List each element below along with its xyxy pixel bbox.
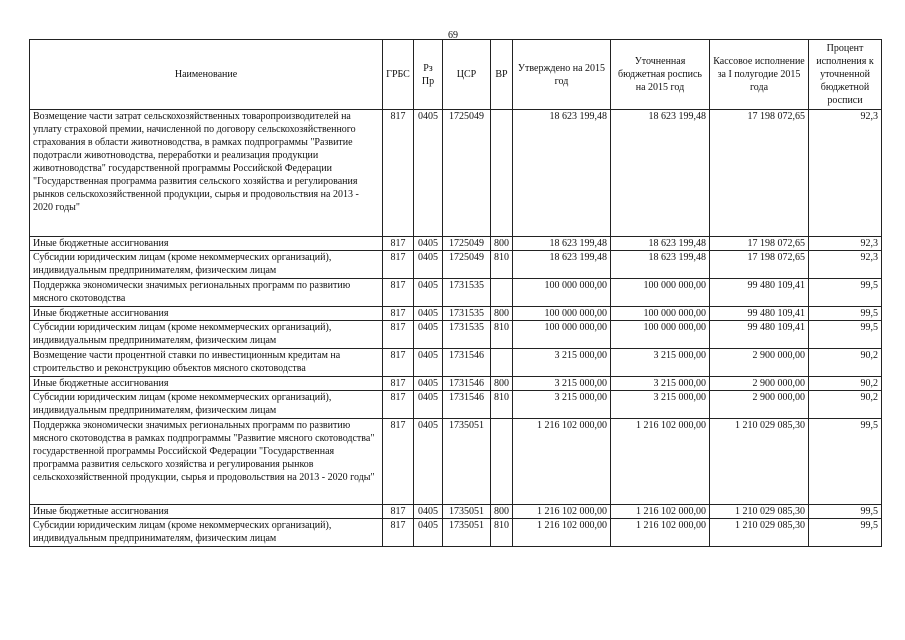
header-name: Наименование: [30, 40, 383, 110]
cell-rzpr: 0405: [414, 110, 443, 237]
cell-vr: 800: [491, 377, 513, 391]
cell-refined: 1 216 102 000,00: [611, 519, 710, 547]
cell-rzpr: 0405: [414, 349, 443, 377]
table-row: [30, 110, 882, 237]
table-row: [30, 237, 882, 251]
cell-percent: 99,5: [809, 419, 882, 505]
cell-name: Иные бюджетные ассигнования: [30, 237, 383, 251]
table-row: [30, 391, 882, 419]
cell-cash: 2 900 000,00: [710, 377, 809, 391]
cell-csr: 1731546: [443, 349, 491, 377]
cell-rzpr: 0405: [414, 505, 443, 519]
cell-rzpr: 0405: [414, 237, 443, 251]
cell-refined: 100 000 000,00: [611, 321, 710, 349]
cell-csr: 1735051: [443, 505, 491, 519]
cell-approved: 1 216 102 000,00: [513, 519, 611, 547]
cell-name: Поддержка экономически значимых региональных программ по развитию мясного скотоводства: [30, 279, 383, 307]
cell-refined: 1 216 102 000,00: [611, 419, 710, 505]
table-row: [30, 519, 882, 547]
cell-grbs: 817: [383, 251, 414, 279]
page-number: 69: [448, 30, 458, 41]
cell-csr: 1731535: [443, 321, 491, 349]
cell-vr: 810: [491, 251, 513, 279]
table-row: [30, 307, 882, 321]
cell-cash: 99 480 109,41: [710, 307, 809, 321]
cell-vr: [491, 419, 513, 505]
cell-name: Субсидии юридическим лицам (кроме некоммерческих организаций), индивидуальным предпринимателям, физическим лицам: [30, 251, 383, 279]
cell-cash: 17 198 072,65: [710, 110, 809, 237]
cell-vr: 800: [491, 237, 513, 251]
cell-cash: 2 900 000,00: [710, 349, 809, 377]
cell-grbs: 817: [383, 377, 414, 391]
cell-rzpr: 0405: [414, 321, 443, 349]
cell-vr: [491, 279, 513, 307]
table-row: [30, 419, 882, 505]
cell-approved: 18 623 199,48: [513, 251, 611, 279]
cell-rzpr: 0405: [414, 307, 443, 321]
cell-vr: 800: [491, 505, 513, 519]
cell-refined: 3 215 000,00: [611, 349, 710, 377]
cell-refined: 18 623 199,48: [611, 237, 710, 251]
cell-csr: 1735051: [443, 519, 491, 547]
header-grbs: ГРБС: [383, 40, 414, 110]
cell-csr: 1731546: [443, 377, 491, 391]
cell-vr: 810: [491, 321, 513, 349]
cell-rzpr: 0405: [414, 377, 443, 391]
cell-vr: 810: [491, 519, 513, 547]
cell-approved: 100 000 000,00: [513, 279, 611, 307]
cell-grbs: 817: [383, 391, 414, 419]
cell-cash: 1 210 029 085,30: [710, 419, 809, 505]
cell-percent: 90,2: [809, 377, 882, 391]
cell-vr: [491, 349, 513, 377]
cell-approved: 3 215 000,00: [513, 377, 611, 391]
cell-approved: 18 623 199,48: [513, 110, 611, 237]
cell-refined: 100 000 000,00: [611, 279, 710, 307]
table-row: [30, 505, 882, 519]
cell-approved: 1 216 102 000,00: [513, 419, 611, 505]
cell-name: Иные бюджетные ассигнования: [30, 377, 383, 391]
cell-csr: 1731535: [443, 279, 491, 307]
table-row: [30, 279, 882, 307]
cell-percent: 92,3: [809, 110, 882, 237]
cell-cash: 1 210 029 085,30: [710, 519, 809, 547]
cell-refined: 18 623 199,48: [611, 110, 710, 237]
cell-rzpr: 0405: [414, 279, 443, 307]
cell-percent: 90,2: [809, 349, 882, 377]
cell-name: Поддержка экономически значимых региональных программ по развитию мясного скотоводства в рамках подпрограммы "Развитие мясного скотоводства" государственной программы Российской Федерации "Государственная программа развития сельского хозяйства и регулирования рынков сельскохозяйственной продукции, сырья и продовольствия на 2013 - 2020 годы": [30, 419, 383, 505]
header-row: [30, 40, 882, 110]
cell-grbs: 817: [383, 505, 414, 519]
header-percent: Процент исполнения к уточненной бюджетной росписи: [809, 40, 882, 110]
cell-percent: 99,5: [809, 279, 882, 307]
cell-name: Иные бюджетные ассигнования: [30, 505, 383, 519]
cell-rzpr: 0405: [414, 391, 443, 419]
cell-csr: 1725049: [443, 237, 491, 251]
cell-grbs: 817: [383, 519, 414, 547]
cell-refined: 3 215 000,00: [611, 391, 710, 419]
cell-grbs: 817: [383, 321, 414, 349]
cell-percent: 99,5: [809, 321, 882, 349]
cell-csr: 1731535: [443, 307, 491, 321]
cell-approved: 3 215 000,00: [513, 391, 611, 419]
cell-percent: 99,5: [809, 307, 882, 321]
cell-refined: 100 000 000,00: [611, 307, 710, 321]
cell-name: Возмещение части процентной ставки по инвестиционным кредитам на строительство и реконструкцию объектов мясного скотоводства: [30, 349, 383, 377]
cell-refined: 3 215 000,00: [611, 377, 710, 391]
cell-cash: 2 900 000,00: [710, 391, 809, 419]
cell-grbs: 817: [383, 237, 414, 251]
cell-approved: 100 000 000,00: [513, 321, 611, 349]
cell-rzpr: 0405: [414, 419, 443, 505]
cell-refined: 18 623 199,48: [611, 251, 710, 279]
cell-cash: 99 480 109,41: [710, 321, 809, 349]
header-refined: Уточненная бюджетная роспись на 2015 год: [611, 40, 710, 110]
cell-cash: 17 198 072,65: [710, 251, 809, 279]
cell-rzpr: 0405: [414, 519, 443, 547]
cell-approved: 100 000 000,00: [513, 307, 611, 321]
cell-grbs: 817: [383, 110, 414, 237]
cell-grbs: 817: [383, 279, 414, 307]
cell-approved: 1 216 102 000,00: [513, 505, 611, 519]
cell-name: Возмещение части затрат сельскохозяйственных товаропроизводителей на уплату страховой премии, начисленной по договору сельскохозяйственного страхования в области животноводства, в рамках подпрограммы "Развитие подотрасли животноводства, переработки и реализация продукции животноводства" государственной программы Российской Федерации "Государственная программа развития сельского хозяйства и регулирования рынков сельскохозяйственной продукции, сырья и продовольствия на 2013 - 2020 годы": [30, 110, 383, 237]
cell-csr: 1735051: [443, 419, 491, 505]
cell-name: Иные бюджетные ассигнования: [30, 307, 383, 321]
cell-name: Субсидии юридическим лицам (кроме некоммерческих организаций), индивидуальным предпринимателям, физическим лицам: [30, 391, 383, 419]
cell-name: Субсидии юридическим лицам (кроме некоммерческих организаций), индивидуальным предпринимателям, физическим лицам: [30, 321, 383, 349]
header-cash: Кассовое исполнение за I полугодие 2015 года: [710, 40, 809, 110]
cell-csr: 1731546: [443, 391, 491, 419]
table-row: [30, 251, 882, 279]
header-rzpr: Рз Пр: [414, 40, 443, 110]
cell-vr: [491, 110, 513, 237]
header-csr: ЦСР: [443, 40, 491, 110]
table-row: [30, 321, 882, 349]
cell-cash: 1 210 029 085,30: [710, 505, 809, 519]
cell-percent: 92,3: [809, 251, 882, 279]
cell-percent: 99,5: [809, 519, 882, 547]
header-approved: Утверждено на 2015 год: [513, 40, 611, 110]
cell-name: Субсидии юридическим лицам (кроме некоммерческих организаций), индивидуальным предпринимателям, физическим лицам: [30, 519, 383, 547]
cell-grbs: 817: [383, 307, 414, 321]
cell-vr: 810: [491, 391, 513, 419]
cell-percent: 92,3: [809, 237, 882, 251]
table-row: [30, 377, 882, 391]
cell-percent: 90,2: [809, 391, 882, 419]
cell-rzpr: 0405: [414, 251, 443, 279]
cell-vr: 800: [491, 307, 513, 321]
cell-cash: 17 198 072,65: [710, 237, 809, 251]
header-vr: ВР: [491, 40, 513, 110]
cell-percent: 99,5: [809, 505, 882, 519]
cell-approved: 3 215 000,00: [513, 349, 611, 377]
cell-refined: 1 216 102 000,00: [611, 505, 710, 519]
table-row: [30, 349, 882, 377]
cell-csr: 1725049: [443, 251, 491, 279]
cell-cash: 99 480 109,41: [710, 279, 809, 307]
cell-csr: 1725049: [443, 110, 491, 237]
cell-approved: 18 623 199,48: [513, 237, 611, 251]
cell-grbs: 817: [383, 419, 414, 505]
cell-grbs: 817: [383, 349, 414, 377]
budget-table: [29, 39, 882, 547]
